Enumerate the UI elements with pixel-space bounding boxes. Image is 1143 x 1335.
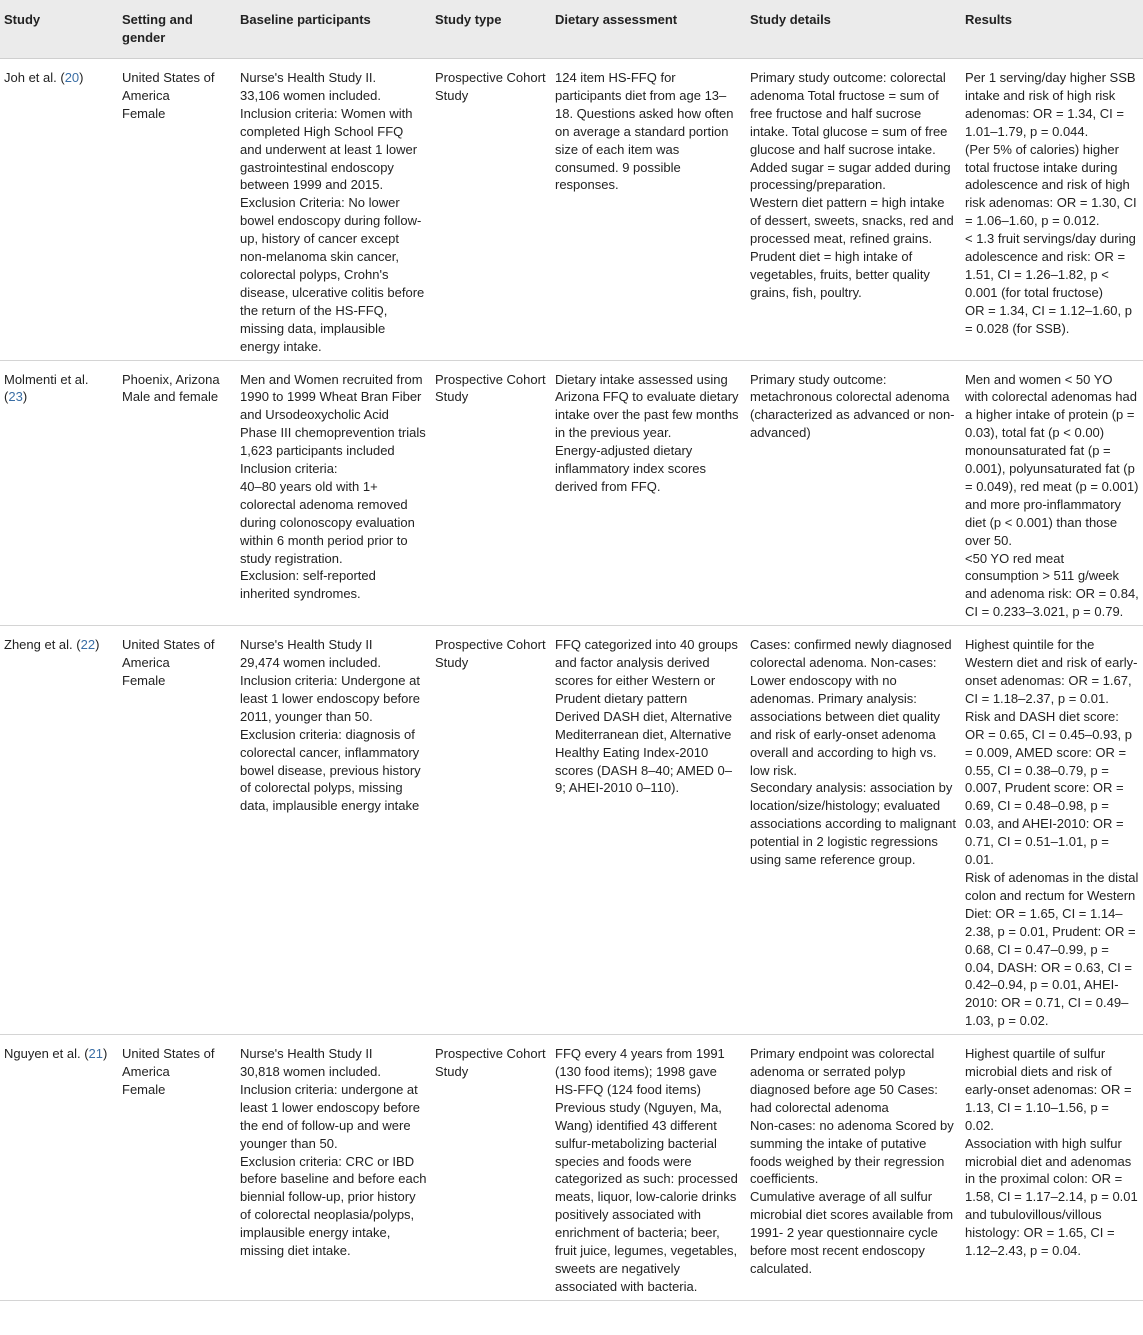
table-row: [0, 360, 1143, 626]
reference-link[interactable]: 22: [80, 637, 96, 653]
study-name: Molmenti et al. (: [4, 371, 89, 405]
dietary-assessment-cell: Dietary intake assessed using Arizona FFQ to evaluate dietary intake over the past few months in the previous year. Energy-adjusted dietary inflammatory index scores derived from FFQ.: [551, 360, 746, 626]
setting-cell: United States of America Female: [118, 626, 236, 1035]
study-type-cell: Prospective Cohort Study: [431, 626, 551, 1035]
header-dietary-assessment: Dietary assessment: [551, 0, 746, 59]
participants-cell: Nurse's Health Study II 29,474 women included. Inclusion criteria: Undergone at least 1 lower endoscopy before 2011, younger than 50. Exclusion criteria: diagnosis of colorectal cancer, inflammatory bowel disease, previous history of colorectal polyps, missing data, implausible energy intake: [236, 626, 431, 1035]
participants-cell: Nurse's Health Study II. 33,106 women included. Inclusion criteria: Women with completed High School FFQ and underwent at least 1 lower gastrointestinal endoscopy between 1999 and 2015. Exclusion Criteria: No lower bowel endoscopy during follow-up, history of cancer except non-melanoma skin cancer, colorectal polyps, Crohn's disease, ulcerative colitis before the return of the HS-FFQ, missing data, implausible energy intake.: [236, 59, 431, 361]
study-name: Joh et al. (: [4, 70, 65, 85]
header-participants: Baseline participants: [236, 0, 431, 59]
study-name-end: ): [22, 389, 28, 405]
results-cell: Per 1 serving/day higher SSB intake and risk of high risk adenomas: OR = 1.34, CI = 1.01–1.79, p = 0.044. (Per 5% of calories) higher total fructose intake during adolescence and risk of high risk adenomas: OR = 1.30, CI = 1.06–1.60, p = 0.012. < 1.3 fruit servings/day during adolescence and risk: OR = 1.51, CI = 1.26–1.82, p < 0.001 (for total fructose) OR = 1.34, CI = 1.12–1.60, p = 0.028 (for SSB).: [961, 59, 1143, 361]
results-cell: Men and women < 50 YO with colorectal adenomas had a higher intake of protein (p = 0.03), total fat (p < 0.00) monounsaturated fat (p = 0.001), polyunsaturated fat (p = 0.049), red meat (p = 0.001) and more pro-inflammatory diet (p < 0.001) than those over 50. <50 YO red meat consumption > 511 g/week and adenoma risk: OR = 0.84, CI = 0.233–3.021, p = 0.79.: [961, 360, 1143, 626]
header-row: [0, 0, 1143, 59]
header-study-details: Study details: [746, 0, 961, 59]
study-name-end: ): [79, 70, 84, 85]
dietary-assessment-cell: 124 item HS-FFQ for participants diet from age 13–18. Questions asked how often on average a standard portion size of each item was consumed. 9 possible responses.: [551, 59, 746, 361]
study-details-cell: Cases: confirmed newly diagnosed colorectal adenoma. Non-cases: Lower endoscopy with no adenomas. Primary analysis: associations between diet quality and risk of early-onset adenoma overall and according to high vs. low risk. Secondary analysis: association by location/size/histology; evaluated associations according to malignant potential in 2 logistic regressions using same reference group.: [746, 626, 961, 1035]
study-type-cell: Prospective Cohort Study: [431, 1035, 551, 1301]
reference-link[interactable]: 20: [64, 70, 80, 85]
study-name-end: ): [103, 1046, 108, 1062]
participants-cell: Men and Women recruited from 1990 to 1999 Wheat Bran Fiber and Ursodeoxycholic Acid Phase III chemoprevention trials 1,623 participants included Inclusion criteria: 40–80 years old with 1+ colorectal adenoma removed during colonoscopy evaluation within 6 month period prior to study registration. Exclusion: self-reported inherited syndromes.: [236, 360, 431, 626]
study-name-end: ): [95, 637, 100, 653]
dietary-assessment-cell: FFQ every 4 years from 1991 (130 food items); 1998 gave HS-FFQ (124 food items) Previous study (Nguyen, Ma, Wang) identified 43 different sulfur-metabolizing bacterial species and foods were categorized as such: processed meats, liquor, low-calorie drinks positively associated with enrichment of bacteria; beer, fruit juice, legumes, vegetables, sweets are negatively associated with bacteria.: [551, 1035, 746, 1301]
study-cell: [0, 1035, 118, 1301]
table-header: [0, 0, 1143, 59]
header-study-type: Study type: [431, 0, 551, 59]
table-row: [0, 1035, 1143, 1301]
table-row: [0, 59, 1143, 361]
study-details-cell: Primary study outcome: colorectal adenoma Total fructose = sum of free fructose and half sucrose intake. Total glucose = sum of free glucose and half sucrose intake. Added sugar = sugar added during processing/preparation. Western diet pattern = high intake of dessert, sweets, snacks, red and processed meat, refined grains. Prudent diet = high intake of vegetables, fruits, better quality grains, fish, poultry.: [746, 59, 961, 361]
study-cell: [0, 360, 118, 626]
study-cell: [0, 59, 118, 361]
study-name: Zheng et al. (: [4, 637, 81, 653]
setting-cell: United States of America Female: [118, 1035, 236, 1301]
header-setting: Setting and gender: [118, 0, 236, 59]
header-results: Results: [961, 0, 1143, 59]
study-cell: [0, 626, 118, 1035]
header-study: Study: [0, 0, 118, 59]
table-row: [0, 626, 1143, 1035]
results-cell: Highest quartile of sulfur microbial diets and risk of early-onset adenomas: OR = 1.13, CI = 1.10–1.56, p = 0.02. Association with high sulfur microbial diet and adenomas in the proximal colon: OR = 1.58, CI = 1.17–2.14, p = 0.01 and tubulovillous/villous histology: OR = 1.65, CI = 1.12–2.43, p = 0.04.: [961, 1035, 1143, 1301]
study-type-cell: Prospective Cohort Study: [431, 59, 551, 361]
study-name: Nguyen et al. (: [4, 1046, 89, 1062]
participants-cell: Nurse's Health Study II 30,818 women included. Inclusion criteria: undergone at least 1 lower endoscopy before the end of follow-up and were younger than 50. Exclusion criteria: CRC or IBD before baseline and before each biennial follow-up, prior history of colorectal neoplasia/polyps, implausible energy intake, missing diet intake.: [236, 1035, 431, 1301]
study-details-cell: Primary endpoint was colorectal adenoma or serrated polyp diagnosed before age 50 Cases: had colorectal adenoma Non-cases: no adenoma Scored by summing the intake of putative foods weighed by their regression coefficients. Cumulative average of all sulfur microbial diet scores available from 1991- 2 year questionnaire cycle before most recent endoscopy calculated.: [746, 1035, 961, 1301]
reference-link[interactable]: 21: [88, 1046, 104, 1062]
setting-cell: United States of America Female: [118, 59, 236, 361]
reference-link[interactable]: 23: [8, 389, 23, 405]
dietary-assessment-cell: FFQ categorized into 40 groups and factor analysis derived scores for either Western or Prudent dietary pattern Derived DASH diet, Alternative Mediterranean diet, Alternative Healthy Eating Index-2010 scores (DASH 8–40; AMED 0–9; AHEI-2010 0–110).: [551, 626, 746, 1035]
setting-cell: Phoenix, Arizona Male and female: [118, 360, 236, 626]
table-body: [0, 59, 1143, 1301]
results-cell: Highest quintile for the Western diet and risk of early-onset adenomas: OR = 1.67, CI = 1.18–2.37, p = 0.01. Risk and DASH diet score: OR = 0.65, CI = 0.45–0.93, p = 0.009, AMED score: OR = 0.55, CI = 0.38–0.79, p = 0.007, Prudent score: OR = 0.69, CI = 0.48–0.98, p = 0.03, and AHEI-2010: OR = 0.71, CI = 0.51–1.01, p = 0.01. Risk of adenomas in the distal colon and rectum for Western Diet: OR = 1.65, CI = 1.14–2.38, p = 0.01, Prudent: OR = 0.68, CI = 0.47–0.99, p = 0.04, DASH: OR = 0.63, CI = 0.42–0.94, p = 0.01, AHEI-2010: OR = 0.71, CI = 0.49–1.03, p = 0.02.: [961, 626, 1143, 1035]
study-type-cell: Prospective Cohort Study: [431, 360, 551, 626]
study-details-cell: Primary study outcome: metachronous colorectal adenoma (characterized as advanced or non-advanced): [746, 360, 961, 626]
